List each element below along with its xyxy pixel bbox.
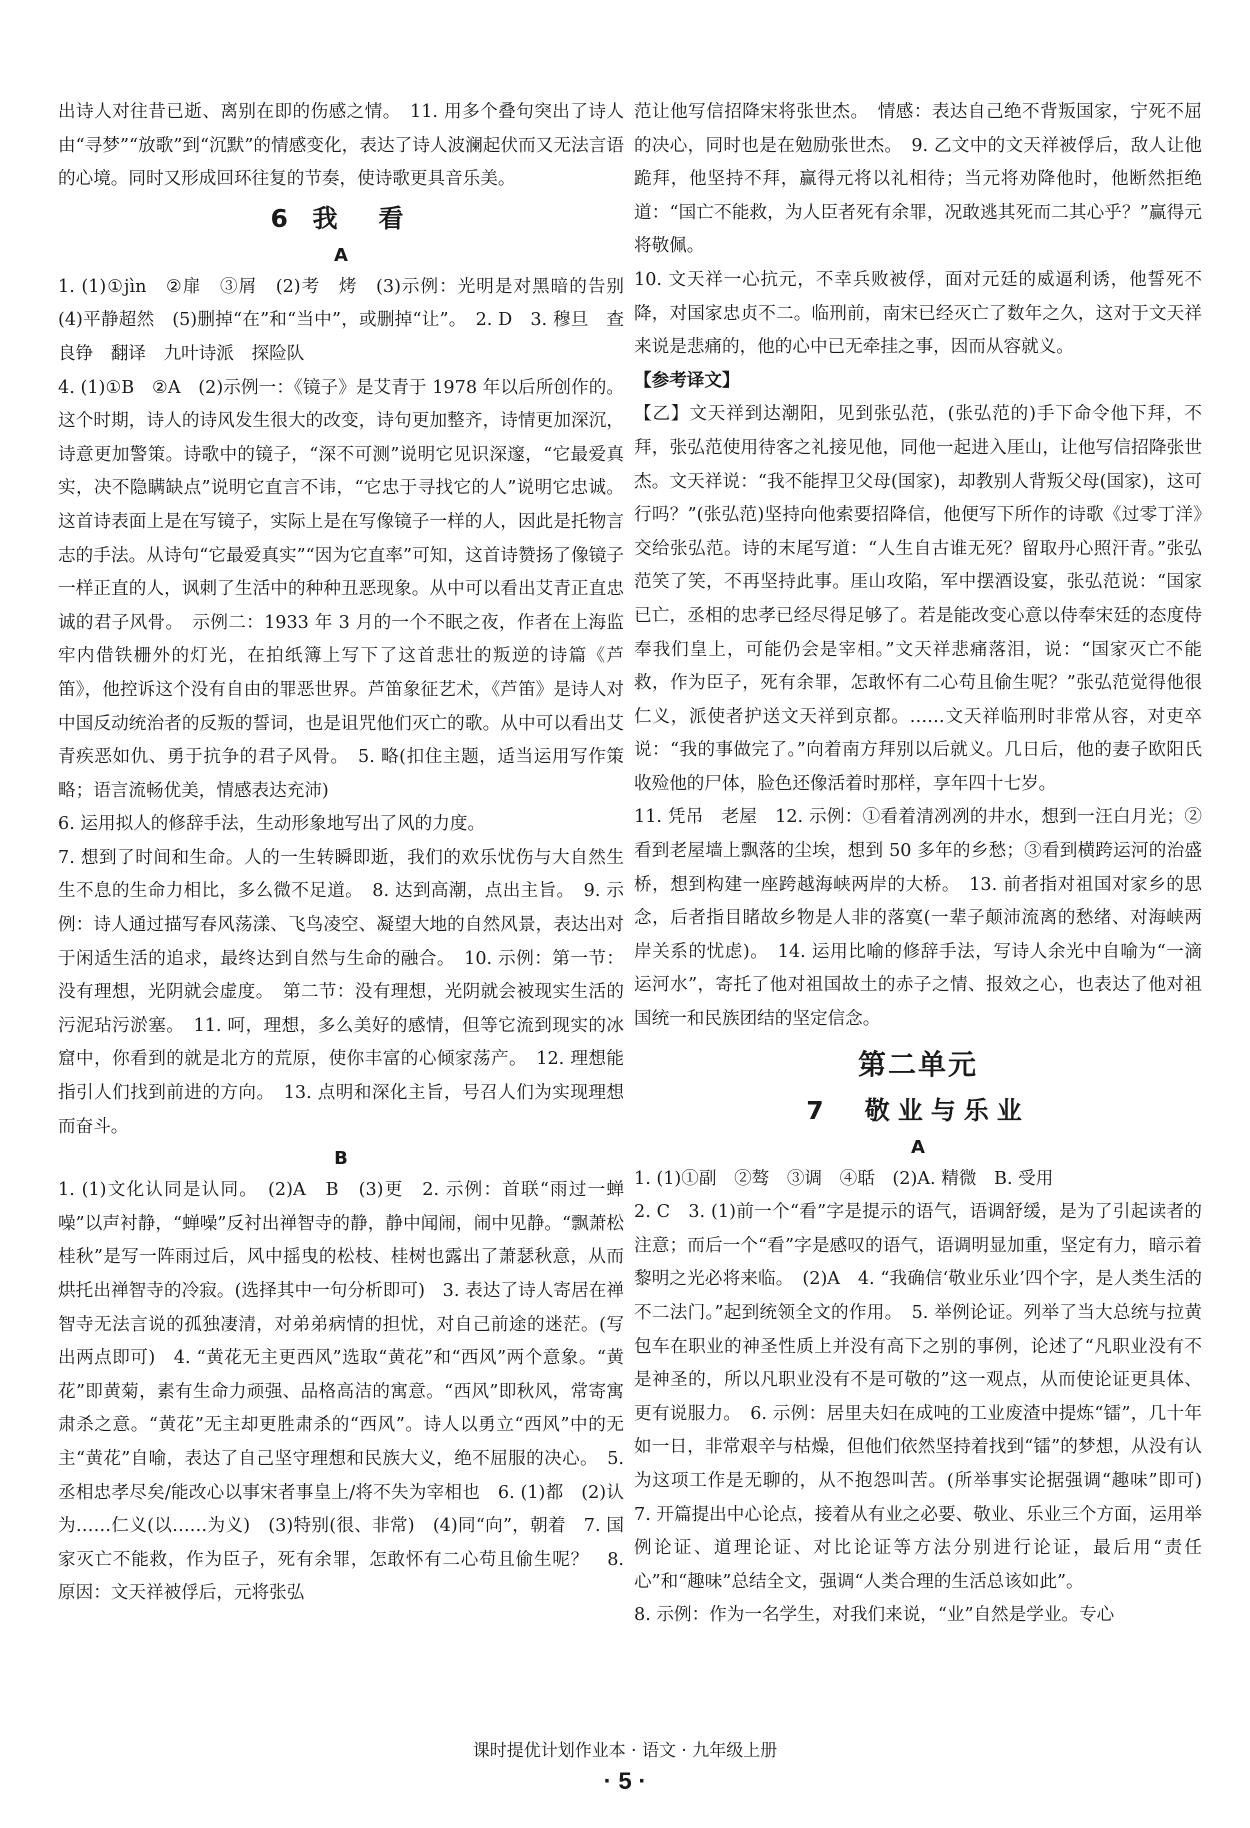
answer-paragraph: 8. 示例：作为一名学生，对我们来说，“业”自然是学业。专心 [634, 1605, 1115, 1626]
answer-paragraph: 2. C 3. (1)前一个“看”字是提示的语气，语调舒缓，是为了引起读者的注意；而后一个“看”字是感叹的语气，语调明显加重，坚定有力，暗示着黎明之光必将来临。 (2)A 4. “我确信‘敬业乐业’四个字，是人类生活的不二法门。”起到统领全文的作用。 5. 举例论证。列举了当大总统与拉黄包车在职业的神圣性质上并没有高下之别的事例，论述了“凡职业没有不是神圣的，所以凡职业没有不是可敬的”这一观点，从而使论证更具体、更有说服力。 6. 示例：居里夫妇在成吨的工业废渣中提炼“镭”，几十年如一日，非常艰辛与枯燥，但他们依然坚持着找到“镭”的梦想，从没有认为这项工作是无聊的，从不抱怨叫苦。(所举事实论据强调“趣味”即可) 7. 开篇提出中心论点，接着从有业之必要、敬业、乐业三个方面，运用举例论证、道理论证、对比论证等方法分别进行论证，最后用“责任心”和“趣味”总结全文，强调“人类合理的生活总该如此”。 [634, 1202, 1220, 1592]
section-heading: B [334, 1148, 348, 1170]
answer-paragraph: 11. 凭吊 老屋 12. 示例：①看着清冽冽的井水，想到一汪白月光；②看到老屋墙上飘落的尘埃，想到 50 多年的乡愁；③看到横跨运河的治盛桥，想到构建一座跨越海峡两岸的大桥。 13. 前者指对祖国对家乡的思念，后者指目睹故乡物是人非的落寞(一辈子颠沛流离的愁绪、对海峡两岸关系的忧虑)。 14. 运用比喻的修辞手法，写诗人余光中自喻为“一滴运河水”，寄托了他对祖国故土的赤子之情、报效之心，也表达了他对祖国统一和民族团结的坚定信念。 [634, 807, 1202, 1030]
answer-paragraph: 4. (1)①B ②A (2)示例一：《镜子》是艾青于 1978 年以后所创作的。这个时期，诗人的诗风发生很大的改变，诗句更加整齐，诗情更加深沉，诗意更加警策。诗歌中的镜子，“深不可测”说明它见识深邃，“它最爱真实，决不隐瞒缺点”说明它直言不讳，“它忠于寻找它的人”说明它忠诚。这首诗表面上是在写镜子，实际上是在写像镜子一样的人，因此是托物言志的手法。从诗句“它最爱真实”“因为它直率”可知，这首诗赞扬了像镜子一样正直的人，讽刺了生活中的种种丑恶现象。从中可以看出艾青正直忠诚的君子风骨。 示例二：1933 年 3 月的一个不眠之夜，作者在上海监牢内借铁栅外的灯光，在拍纸簿上写下了这首悲壮的叛逆的诗篇《芦笛》，他控诉这个没有自由的罪恶世界。芦笛象征艺术，《芦笛》是诗人对中国反动统治者的反叛的誓词，也是诅咒他们灭亡的歌。从中可以看出艾青疾恶如仇、勇于抗争的君子风骨。 5. 略(扣住主题，适当运用写作策略；语言流畅优美，情感表达充沛) [58, 377, 624, 801]
answer-paragraph: 6. 运用拟人的修辞手法，生动形象地写出了风的力度。 [58, 814, 486, 835]
section-heading: A [911, 1136, 925, 1158]
answer-paragraph: 范让他写信招降宋将张世杰。 情感：表达自己绝不背叛国家，宁死不屈的决心，同时也是在勉励张世杰。 9. 乙文中的文天祥被俘后，敌人让他跪拜，他坚持不拜，赢得元将以礼相待；当元将劝降他时，他断然拒绝道：“国亡不能救，为人臣者死有余罪，况敢逃其死而二其心乎？”赢得元将敬佩。 [634, 102, 1202, 257]
left-column [58, 96, 642, 1611]
answer-paragraph: 1. (1)①副 ②骜 ③调 ④聒 (2)A. 精微 B. 受用 [634, 1168, 1054, 1189]
lesson-heading: 7 敬业与乐业 [806, 1095, 1030, 1125]
unit-heading: 第二单元 [857, 1047, 978, 1081]
answer-paragraph: 10. 文天祥一心抗元，不幸兵败被俘，面对元廷的威逼利诱，他誓死不降，对国家忠贞不二。临刑前，南宋已经灭亡了数年之久，这对于文天祥来说是悲痛的，他的心中已无牵挂之事，因而从容就义。 [634, 269, 1202, 358]
reference-translation-heading: 【参考译文】 [634, 370, 740, 391]
answer-paragraph: 出诗人对往昔已逝、离别在即的伤感之情。 11. 用多个叠句突出了诗人由“寻梦”“放歌”到“沉默”的情感变化，表达了诗人波澜起伏而又无法言语的心境。同时又形成回环往复的节奏，使诗歌更具音乐美。 [58, 102, 624, 190]
answer-paragraph: 7. 想到了时间和生命。人的一生转瞬即逝，我们的欢乐忧伤与大自然生生不息的生命力相比，多么微不足道。 8. 达到高潮，点出主旨。 9. 示例：诗人通过描写春风荡漾、飞鸟凌空、凝望大地的自然风景，表达出对于闲适生活的追求，最终达到自然与生命的融合。 10. 示例：第一节：没有理想，光阴就会虚度。 第二节：没有理想，光阴就会被现实生活的污泥玷污淤塞。 11. 呵，理想，多么美好的感情，但等它流到现实的冰窟中，你看到的就是北方的荒原，使你丰富的心倾家荡产。 12. 理想能指引人们找到前进的方向。 13. 点明和深化主旨，号召人们为实现理想而奋斗。 [58, 847, 624, 1137]
right-column [634, 96, 1220, 1633]
answer-paragraph: 1. (1)①jìn ②扉 ③屑 (2)考 烤 (3)示例：光明是对黑暗的告别 (4)平静超然 (5)删掉“在”和“当中”，或删掉“让”。 2. D 3. 穆旦 查良铮 翻译 九叶诗派 探险队 [58, 276, 642, 364]
answer-paragraph: 【乙】文天祥到达潮阳，见到张弘范，(张弘范的)手下命令他下拜，不拜，张弘范使用待客之礼接见他，同他一起进入厓山，让他写信招降张世杰。文天祥说：“我不能捍卫父母(国家)，却教别人背叛父母(国家)，这可行吗？”(张弘范)坚持向他索要招降信，他便写下所作的诗歌《过零丁洋》交给张弘范。诗的末尾写道：“人生自古谁无死？留取丹心照汗青。”张弘范笑了笑，不再坚持此事。厓山攻陷，军中摆酒设宴，张弘范说：“国家已亡，丞相的忠孝已经尽得足够了。若是能改变心意以侍奉宋廷的态度侍奉我们皇上，可能仍会是宰相。”文天祥悲痛落泪，说：“国家灭亡不能救，作为臣子，死有余罪，怎敢怀有二心苟且偷生呢？”张弘范觉得他很仁义，派使者护送文天祥到京都。……文天祥临刑时非常从容，对吏卒说：“我的事做完了。”向着南方拜别以后就义。几日后，他的妻子欧阳氏收殓他的尸体，脸色还像活着时那样，享年四十七岁。 [634, 404, 1202, 794]
answer-paragraph: 1. (1)文化认同是认同。 (2)A B (3)更 2. 示例：首联“雨过一蝉噪”以声衬静，“蝉噪”反衬出禅智寺的静，静中闻闹，闹中见静。“飘萧松桂秋”是写一阵雨过后，风中摇曳的松枝、桂树也露出了萧瑟秋意，从而烘托出禅智寺的冷寂。(选择其中一句分析即可) 3. 表达了诗人寄居在禅智寺无法言说的孤独凄清，对弟弟病情的担忧，对自己前途的迷茫。(写出两点即可) 4. “黄花无主更西风”选取“黄花”和“西风”两个意象。“黄花”即黄菊，素有生命力顽强、品格高洁的寓意。“西风”即秋风，常寄寓肃杀之意。“黄花”无主却更胜肃杀的“西风”。诗人以勇立“西风”中的无主“黄花”自喻，表达了自己坚守理想和民族大义，绝不屈服的决心。 5. 丞相忠孝尽矣/能改心以事宋者事皇上/将不失为宰相也 6. (1)都 (2)认为……仁义(以……为义) (3)特别(很、非常) (4)同“向”，朝着 7. 国家灭亡不能救，作为臣子，死有余罪，怎敢怀有二心苟且偷生呢？ 8. 原因：文天祥被俘后，元将张弘 [58, 1180, 624, 1604]
lesson-heading: 6 我 看 [270, 203, 412, 233]
footer-book-title: 课时提优计划作业本 · 语文 · 九年级上册 [472, 1741, 778, 1761]
page-number: · 5 · [603, 1768, 647, 1795]
section-heading: A [334, 244, 348, 266]
